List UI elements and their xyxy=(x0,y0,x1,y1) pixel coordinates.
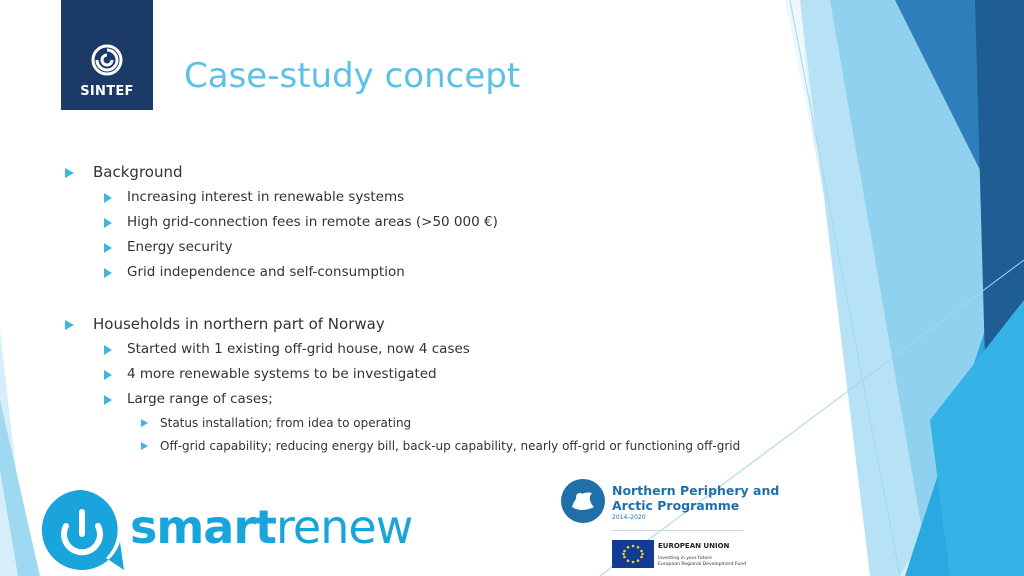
eu-subtitle-line2: European Regional Development Fund xyxy=(658,562,747,567)
bullet-text: 4 more renewable systems to be investigated xyxy=(127,366,437,382)
bullet-arrow-icon xyxy=(104,193,112,203)
bullet-item xyxy=(127,189,404,205)
sintef-wordmark: SINTEF xyxy=(80,84,134,99)
eu-flag-icon xyxy=(612,540,654,568)
npa-years: 2014–2020 xyxy=(612,514,646,521)
sintef-swirl-icon xyxy=(91,44,123,76)
bullet-arrow-icon xyxy=(104,370,112,380)
bullet-item xyxy=(127,264,405,280)
eu-title: EUROPEAN UNION xyxy=(658,542,730,550)
slide-title: Case-study concept xyxy=(184,56,521,96)
smartrenew-wordmark xyxy=(130,500,412,554)
bullet-text: Households in northern part of Norway xyxy=(93,315,385,333)
bullet-arrow-icon xyxy=(104,395,112,405)
npa-title-line1: Northern Periphery and xyxy=(612,483,780,498)
smartrenew-power-icon xyxy=(38,486,126,574)
bullet-text: Energy security xyxy=(127,239,233,255)
bullet-text: Grid independence and self-consumption xyxy=(127,264,405,280)
bullet-arrow-icon xyxy=(65,320,74,330)
bullet-text: Status installation; from idea to operating xyxy=(160,416,412,430)
bullet-item xyxy=(127,341,470,357)
bullet-item xyxy=(127,214,498,230)
bullet-text: Increasing interest in renewable systems xyxy=(127,189,405,205)
eu-subtitle xyxy=(658,556,746,568)
smartrenew-part2: renew xyxy=(276,500,413,554)
bullet-arrow-icon xyxy=(104,218,112,228)
sintef-logo xyxy=(61,0,153,110)
npa-divider xyxy=(612,530,744,531)
bullet-text: Large range of cases; xyxy=(127,391,273,407)
bullet-arrow-icon xyxy=(141,442,148,450)
bullet-arrow-icon xyxy=(104,345,112,355)
bullet-text: Background xyxy=(93,163,183,181)
bullet-text: High grid-connection fees in remote areas (>50 000 €) xyxy=(127,214,498,230)
bullet-arrow-icon xyxy=(104,243,112,253)
bullet-subitem xyxy=(160,439,740,453)
bullet-text: Started with 1 existing off-grid house, now 4 cases xyxy=(127,341,470,357)
smartrenew-part1: smart xyxy=(130,500,277,554)
eu-subtitle-line1: Investing in your future xyxy=(658,556,712,561)
bullet-subitem xyxy=(160,416,411,430)
bullet-background xyxy=(93,163,183,181)
bullet-item xyxy=(127,391,273,407)
bird-icon xyxy=(558,477,608,525)
bullet-item xyxy=(127,366,437,382)
bullet-households xyxy=(93,315,385,333)
bullet-arrow-icon xyxy=(104,268,112,278)
bullet-arrow-icon xyxy=(65,168,74,178)
npa-title-line2: Arctic Programme xyxy=(612,498,740,513)
bullet-text: Off-grid capability; reducing energy bill, back-up capability, nearly off-grid or functioning off-grid xyxy=(160,439,741,453)
bullet-arrow-icon xyxy=(141,419,148,427)
bullet-item xyxy=(127,239,232,255)
